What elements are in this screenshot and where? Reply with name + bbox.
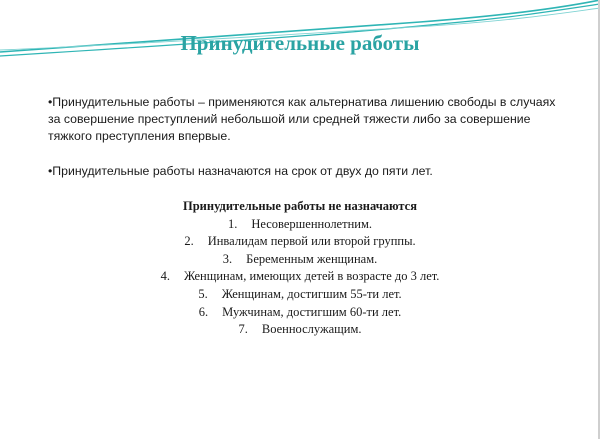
list-item-text: Женщинам, имеющих детей в возрасте до 3 лет. <box>183 269 440 284</box>
list-item-text: Инвалидам первой или второй группы. <box>207 234 416 249</box>
list-item-number: 4. <box>160 269 170 284</box>
list-item <box>0 251 600 269</box>
list-item <box>0 268 600 286</box>
list-item-text: Военнослужащим. <box>261 322 362 337</box>
list-item <box>0 233 600 251</box>
list-item-number: 5. <box>198 286 208 301</box>
list-item-text: Женщинам, достигшим 55-ти лет. <box>221 286 402 301</box>
slide-title: Принудительные работы <box>180 31 420 55</box>
list-item-number: 7. <box>238 322 248 337</box>
list-item <box>0 321 600 339</box>
list-item-number: 6. <box>198 304 209 319</box>
list-heading: Принудительные работы не назначаются <box>182 199 417 213</box>
list-item-text: Мужчинам, достигшим 60-ти лет. <box>222 304 402 319</box>
list-item-number: 3. <box>222 251 233 266</box>
list-item <box>0 286 600 304</box>
list-item-text: Несовершеннолетним. <box>251 216 372 231</box>
list-item-number: 1. <box>228 216 238 231</box>
list-item-number: 2. <box>184 234 194 249</box>
exclusions-block <box>0 198 600 339</box>
exclusions-list <box>0 216 600 339</box>
list-item-text: Беременным женщинам. <box>246 251 378 266</box>
paragraph-term: •Принудительные работы назначаются на срок от двух до пяти лет. <box>48 164 433 178</box>
list-item <box>0 304 600 322</box>
list-item <box>0 216 600 234</box>
paragraph-definition: •Принудительные работы – применяются как альтернатива лишению свободы в случаях за совершение преступлений небольшой или средней тяжести либо за совершение тяжкого преступления впервые. <box>48 95 556 143</box>
